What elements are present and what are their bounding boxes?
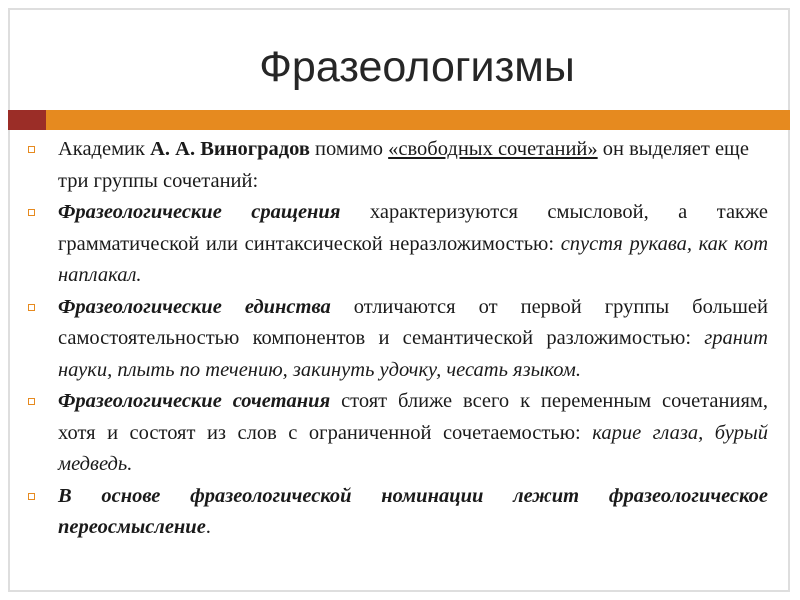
square-bullet-icon — [28, 146, 35, 153]
fusions-text: характеризуются смысловой, а также грамматической или синтаксической неразложимостью: — [58, 201, 768, 255]
bullet-paragraph-intro — [28, 134, 768, 197]
accent-bar-orange — [46, 110, 790, 130]
bullet-paragraph-combinations — [28, 386, 768, 481]
fusions-examples: спустя рукава, как кот наплакал. — [58, 232, 769, 286]
frame-bottom-border — [8, 590, 790, 592]
frame-top-border — [8, 8, 790, 10]
conclusion-period: . — [205, 516, 211, 538]
square-bullet-icon — [28, 209, 35, 216]
conclusion-text: В основе фразеологической номинации лежит фразеологическое переосмысление — [58, 484, 768, 538]
combinations-examples: карие глаза, бурый медведь. — [58, 421, 768, 475]
unities-text: отличаются от первой группы большей самостоятельностью компонентов и семантической разложимостью: — [58, 295, 768, 349]
frame-left-border-lower — [8, 130, 10, 592]
square-bullet-icon — [28, 493, 35, 500]
combinations-term: Фразеологические сочетания — [58, 390, 331, 412]
fusions-term: Фразеологические сращения — [58, 201, 341, 223]
slide-body — [28, 134, 768, 544]
free-combinations-term: «свободных сочетаний» — [388, 138, 598, 160]
accent-bar-dark — [8, 110, 46, 130]
slide-title: Фразеологизмы — [259, 43, 575, 91]
unities-term: Фразеологические единства — [58, 295, 331, 318]
bullet-paragraph-fusions — [28, 197, 768, 292]
bullet-paragraph-unities — [28, 292, 768, 387]
frame-left-border-upper — [8, 8, 10, 110]
frame-right-border — [788, 8, 790, 592]
intro-word: Академик — [58, 138, 145, 160]
square-bullet-icon — [28, 398, 35, 405]
author-name: А. А. Виноградов — [150, 138, 310, 160]
intro-rest: он выделяет еще три группы сочетаний: — [58, 138, 749, 192]
square-bullet-icon — [28, 304, 35, 311]
unities-examples: гранит науки, плыть по течению, закинуть удочку, чесать языком. — [58, 327, 768, 381]
combinations-text: стоят ближе всего к переменным сочетаниям, хотя и состоят из слов с ограниченной сочетаемостью: — [58, 390, 769, 444]
bullet-paragraph-conclusion — [28, 481, 768, 544]
intro-mid: помимо — [315, 138, 384, 160]
